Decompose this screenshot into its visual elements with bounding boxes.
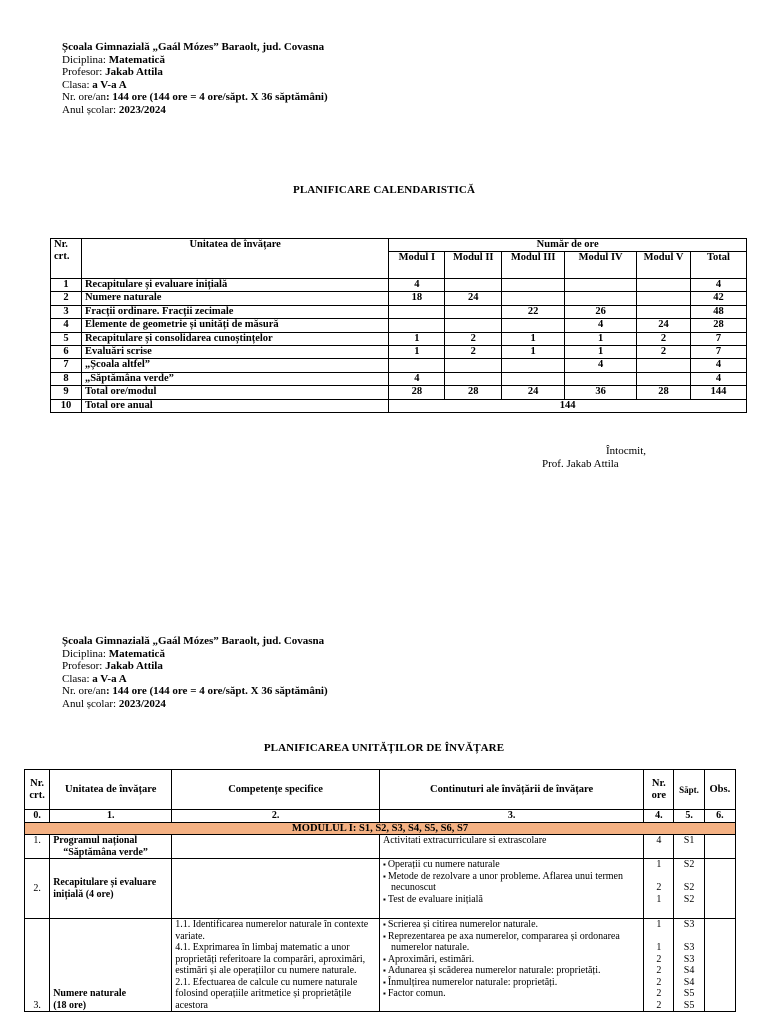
- row-module-value: [637, 372, 691, 385]
- content-item: ▪ Metode de rezolvare a unor probleme. Aflarea unui termen necunoscut: [383, 871, 640, 894]
- module-header-5: Total: [691, 252, 747, 279]
- line-value: S2: [683, 859, 695, 870]
- index-cell: 6.: [704, 810, 735, 823]
- calendar-annual-row: [51, 399, 747, 412]
- index-cell: 3.: [379, 810, 643, 823]
- module-row: [25, 822, 736, 835]
- teacher-line: Profesor: Jakab Attila: [62, 66, 163, 79]
- row-module-value: [445, 319, 502, 332]
- index-cell: 4.: [644, 810, 674, 823]
- year-line: Anul școlar: 2023/2024: [62, 103, 166, 116]
- row-module-value: [637, 279, 691, 292]
- row-nr: 3: [51, 305, 82, 318]
- calendar-header-row: [51, 239, 747, 252]
- row-module-value: [637, 359, 691, 372]
- row-module-value: [502, 292, 565, 305]
- unit-row-1: [25, 835, 736, 859]
- row-module-value: [502, 279, 565, 292]
- row-unit: Numere naturale: [81, 292, 388, 305]
- row-module-value: 4: [691, 359, 747, 372]
- row-unit: Fracții ordinare. Fracții zecimale: [81, 305, 388, 318]
- line-value: S2: [683, 882, 695, 893]
- row-module-value: [637, 305, 691, 318]
- units-table: [24, 769, 736, 1012]
- calendar-row: [51, 345, 747, 358]
- content-item: ▪ Adunarea și scăderea numerelor naturale: proprietăți.: [383, 965, 640, 977]
- line-value: 2: [656, 965, 662, 976]
- calendar-row: [51, 279, 747, 292]
- line-value: 1: [656, 942, 662, 953]
- row-module-value: 28: [389, 386, 445, 399]
- row-module-value: [389, 305, 445, 318]
- line-value: S3: [683, 942, 695, 953]
- index-cell: 0.: [25, 810, 50, 823]
- row-module-value: 4: [389, 279, 445, 292]
- calendar-row: [51, 305, 747, 318]
- row-module-value: 24: [502, 386, 565, 399]
- row1-obs: [704, 835, 735, 859]
- row-module-value: 7: [691, 332, 747, 345]
- row-nr: 1: [51, 279, 82, 292]
- hdr-hours: Nr. ore: [644, 770, 674, 810]
- row-module-value: 1: [389, 345, 445, 358]
- calendar-row: [51, 372, 747, 385]
- content-item: ▪ Scrierea și citirea numerelor naturale.: [383, 919, 640, 931]
- module-header-3: Modul IV: [565, 252, 637, 279]
- unit-row-2: [25, 859, 736, 919]
- line-value: 2: [656, 976, 662, 988]
- line-value: [647, 871, 670, 883]
- units-header-row: [25, 770, 736, 810]
- line-value: [647, 931, 670, 943]
- row-module-value: 22: [502, 305, 565, 318]
- discipline-line: Diciplina: Matematică: [62, 53, 165, 66]
- row-module-value: [565, 372, 637, 385]
- row2-obs: [704, 859, 735, 919]
- school-header: [62, 41, 328, 117]
- row-module-value: [445, 305, 502, 318]
- row-module-value: [637, 292, 691, 305]
- col-hours-header: Număr de ore: [389, 239, 747, 252]
- row1-unit: Programul național “Săptămâna verde”: [50, 835, 172, 859]
- year-line: Anul școlar: 2023/2024: [62, 697, 166, 710]
- line-value: 1: [656, 919, 662, 930]
- line-value: 2: [656, 882, 662, 893]
- row-unit: Total ore/modul: [81, 386, 388, 399]
- line-value: [677, 931, 700, 943]
- school-name: Școala Gimnazială „Gaál Mózes” Baraolt, jud. Covasna: [62, 41, 325, 53]
- row1-nr: 1.: [25, 835, 50, 859]
- row-module-value: [445, 279, 502, 292]
- row-module-value: 48: [691, 305, 747, 318]
- row-module-value: 7: [691, 345, 747, 358]
- index-cell: 5.: [674, 810, 704, 823]
- line-value: 2: [656, 953, 662, 965]
- row-module-value: 28: [637, 386, 691, 399]
- content-item: ▪ Înmulțirea numerelor naturale: proprietăți.: [383, 977, 640, 989]
- module-header-1: Modul II: [445, 252, 502, 279]
- row1-hours: 4: [644, 835, 674, 859]
- col-nr-header: Nr. crt.: [51, 239, 82, 279]
- line-value: [677, 871, 700, 883]
- row-module-value: 4: [389, 372, 445, 385]
- row-module-value: [389, 359, 445, 372]
- school-name: Școala Gimnazială „Gaál Mózes” Baraolt, jud. Covasna: [62, 635, 325, 647]
- row-module-value: 1: [389, 332, 445, 345]
- row3-unit: Numere naturale (18 ore): [50, 919, 172, 1012]
- row-module-value: 4: [691, 372, 747, 385]
- row-module-value: 28: [691, 319, 747, 332]
- annual-nr: 10: [51, 399, 82, 412]
- row3-hours: [644, 919, 674, 1012]
- row-module-value: 28: [445, 386, 502, 399]
- hdr-obs: Obs.: [704, 770, 735, 810]
- row-module-value: 2: [637, 332, 691, 345]
- row2-comp: [172, 859, 380, 919]
- row-module-value: [502, 319, 565, 332]
- line-value: 1: [656, 893, 662, 905]
- row-unit: Recapitulare și evaluare inițială: [81, 279, 388, 292]
- row-module-value: [445, 359, 502, 372]
- row-module-value: [502, 359, 565, 372]
- row-module-value: 42: [691, 292, 747, 305]
- row-nr: 9: [51, 386, 82, 399]
- row-unit: Elemente de geometrie și unități de măsură: [81, 319, 388, 332]
- row3-nr: 3.: [25, 919, 50, 1012]
- row-module-value: 18: [389, 292, 445, 305]
- line-value: S2: [683, 893, 695, 905]
- content-item: ▪ Operații cu numere naturale: [383, 859, 640, 871]
- line-value: S3: [683, 919, 695, 930]
- row-module-value: 26: [565, 305, 637, 318]
- calendar-title: PLANIFICARE CALENDARISTICĂ: [293, 184, 475, 196]
- row-nr: 7: [51, 359, 82, 372]
- row-unit: Recapitulare și consolidarea cunoștințelor: [81, 332, 388, 345]
- row-module-value: 4: [565, 319, 637, 332]
- signature-label: Întocmit,: [606, 445, 647, 457]
- row-module-value: 4: [565, 359, 637, 372]
- unit-row-3: [25, 919, 736, 1012]
- row3-comp: 1.1. Identificarea numerelor naturale în contexte variate. 4.1. Exprimarea în limbaj matematic a unor proprietăți referitoare la comparări, aproximări, estimări și ale operațiilor cu numere naturale. 2.1. Efectuarea de calcule cu numere naturale folosind operațiile aritmetice și proprietățile acestora: [172, 919, 380, 1012]
- discipline-line: Diciplina: Matematică: [62, 647, 165, 660]
- row-module-value: 2: [445, 345, 502, 358]
- row-module-value: [389, 319, 445, 332]
- school-header-2: [62, 635, 328, 711]
- row-module-value: 1: [565, 345, 637, 358]
- line-value: S3: [683, 953, 695, 965]
- module-header-4: Modul V: [637, 252, 691, 279]
- module-header-2: Modul III: [502, 252, 565, 279]
- row-unit: „Școala altfel”: [81, 359, 388, 372]
- row-module-value: 24: [637, 319, 691, 332]
- class-line: Clasa: a V-a A: [62, 78, 127, 91]
- row-unit: „Săptămâna verde”: [81, 372, 388, 385]
- hours-line: Nr. ore/an: 144 ore (144 ore = 4 ore/săpt. X 36 săptămâni): [62, 685, 328, 698]
- units-title: PLANIFICAREA UNITĂȚILOR DE ÎNVĂȚARE: [263, 742, 505, 754]
- row1-week: S1: [674, 835, 704, 859]
- content-item: ▪ Factor comun.: [383, 988, 640, 1000]
- content-item: ▪ Test de evaluare inițială: [383, 894, 640, 906]
- row-module-value: 1: [565, 332, 637, 345]
- row-module-value: 24: [445, 292, 502, 305]
- row1-content: Activitati extracurriculare si extrascolare: [379, 835, 643, 859]
- row-module-value: 1: [502, 332, 565, 345]
- row-nr: 5: [51, 332, 82, 345]
- annual-label: Total ore anual: [81, 399, 388, 412]
- row-nr: 2: [51, 292, 82, 305]
- row-unit: Evaluări scrise: [81, 345, 388, 358]
- row-module-value: 2: [445, 332, 502, 345]
- line-value: S4: [683, 965, 695, 976]
- line-value: S5: [683, 999, 695, 1011]
- class-line: Clasa: a V-a A: [62, 672, 127, 685]
- row2-unit: Recapitulare și evaluare inițială (4 ore): [50, 859, 172, 919]
- row2-weeks: [674, 859, 704, 919]
- hdr-week: Săpt.: [674, 770, 704, 810]
- row-module-value: 144: [691, 386, 747, 399]
- index-cell: 1.: [50, 810, 172, 823]
- hdr-comp: Competențe specifice: [172, 770, 380, 810]
- row-module-value: 1: [502, 345, 565, 358]
- calendar-table: [50, 238, 747, 413]
- content-item: ▪ Reprezentarea pe axa numerelor, compararea și ordonarea numerelor naturale.: [383, 931, 640, 954]
- row-module-value: [502, 372, 565, 385]
- row-module-value: [565, 279, 637, 292]
- calendar-row: [51, 359, 747, 372]
- line-value: 1: [656, 859, 662, 870]
- row-module-value: 36: [565, 386, 637, 399]
- line-value: S5: [683, 988, 695, 999]
- hdr-nr: Nr. crt.: [25, 770, 50, 810]
- index-cell: 2.: [172, 810, 380, 823]
- row3-weeks: [674, 919, 704, 1012]
- module1-label: MODULUL I: S1, S2, S3, S4, S5, S6, S7: [25, 822, 736, 835]
- row-module-value: [445, 372, 502, 385]
- row2-content: [379, 859, 643, 919]
- signature-name: Prof. Jakab Attila: [542, 458, 619, 470]
- row-nr: 8: [51, 372, 82, 385]
- hours-line: Nr. ore/an: 144 ore (144 ore = 4 ore/săpt. X 36 săptămâni): [62, 91, 328, 104]
- row3-content: [379, 919, 643, 1012]
- line-value: 2: [656, 999, 662, 1011]
- module-header-0: Modul I: [389, 252, 445, 279]
- row-module-value: [565, 292, 637, 305]
- calendar-row: [51, 292, 747, 305]
- row2-nr: 2.: [25, 859, 50, 919]
- calendar-row: [51, 332, 747, 345]
- row-nr: 4: [51, 319, 82, 332]
- hdr-unit: Unitatea de învățare: [50, 770, 172, 810]
- row-module-value: 4: [691, 279, 747, 292]
- calendar-row: [51, 386, 747, 399]
- teacher-line: Profesor: Jakab Attila: [62, 660, 163, 673]
- content-item: ▪ Aproximări, estimări.: [383, 954, 640, 966]
- row1-comp: [172, 835, 380, 859]
- row3-obs: [704, 919, 735, 1012]
- row-nr: 6: [51, 345, 82, 358]
- line-value: S4: [683, 976, 695, 988]
- line-value: 2: [656, 988, 662, 999]
- annual-value: 144: [389, 399, 747, 412]
- row-module-value: 2: [637, 345, 691, 358]
- calendar-row: [51, 319, 747, 332]
- units-index-row: [25, 810, 736, 823]
- row2-hours: [644, 859, 674, 919]
- hdr-content: Continuturi ale învățării de învățare: [379, 770, 643, 810]
- col-unit-header: Unitatea de învățare: [81, 239, 388, 279]
